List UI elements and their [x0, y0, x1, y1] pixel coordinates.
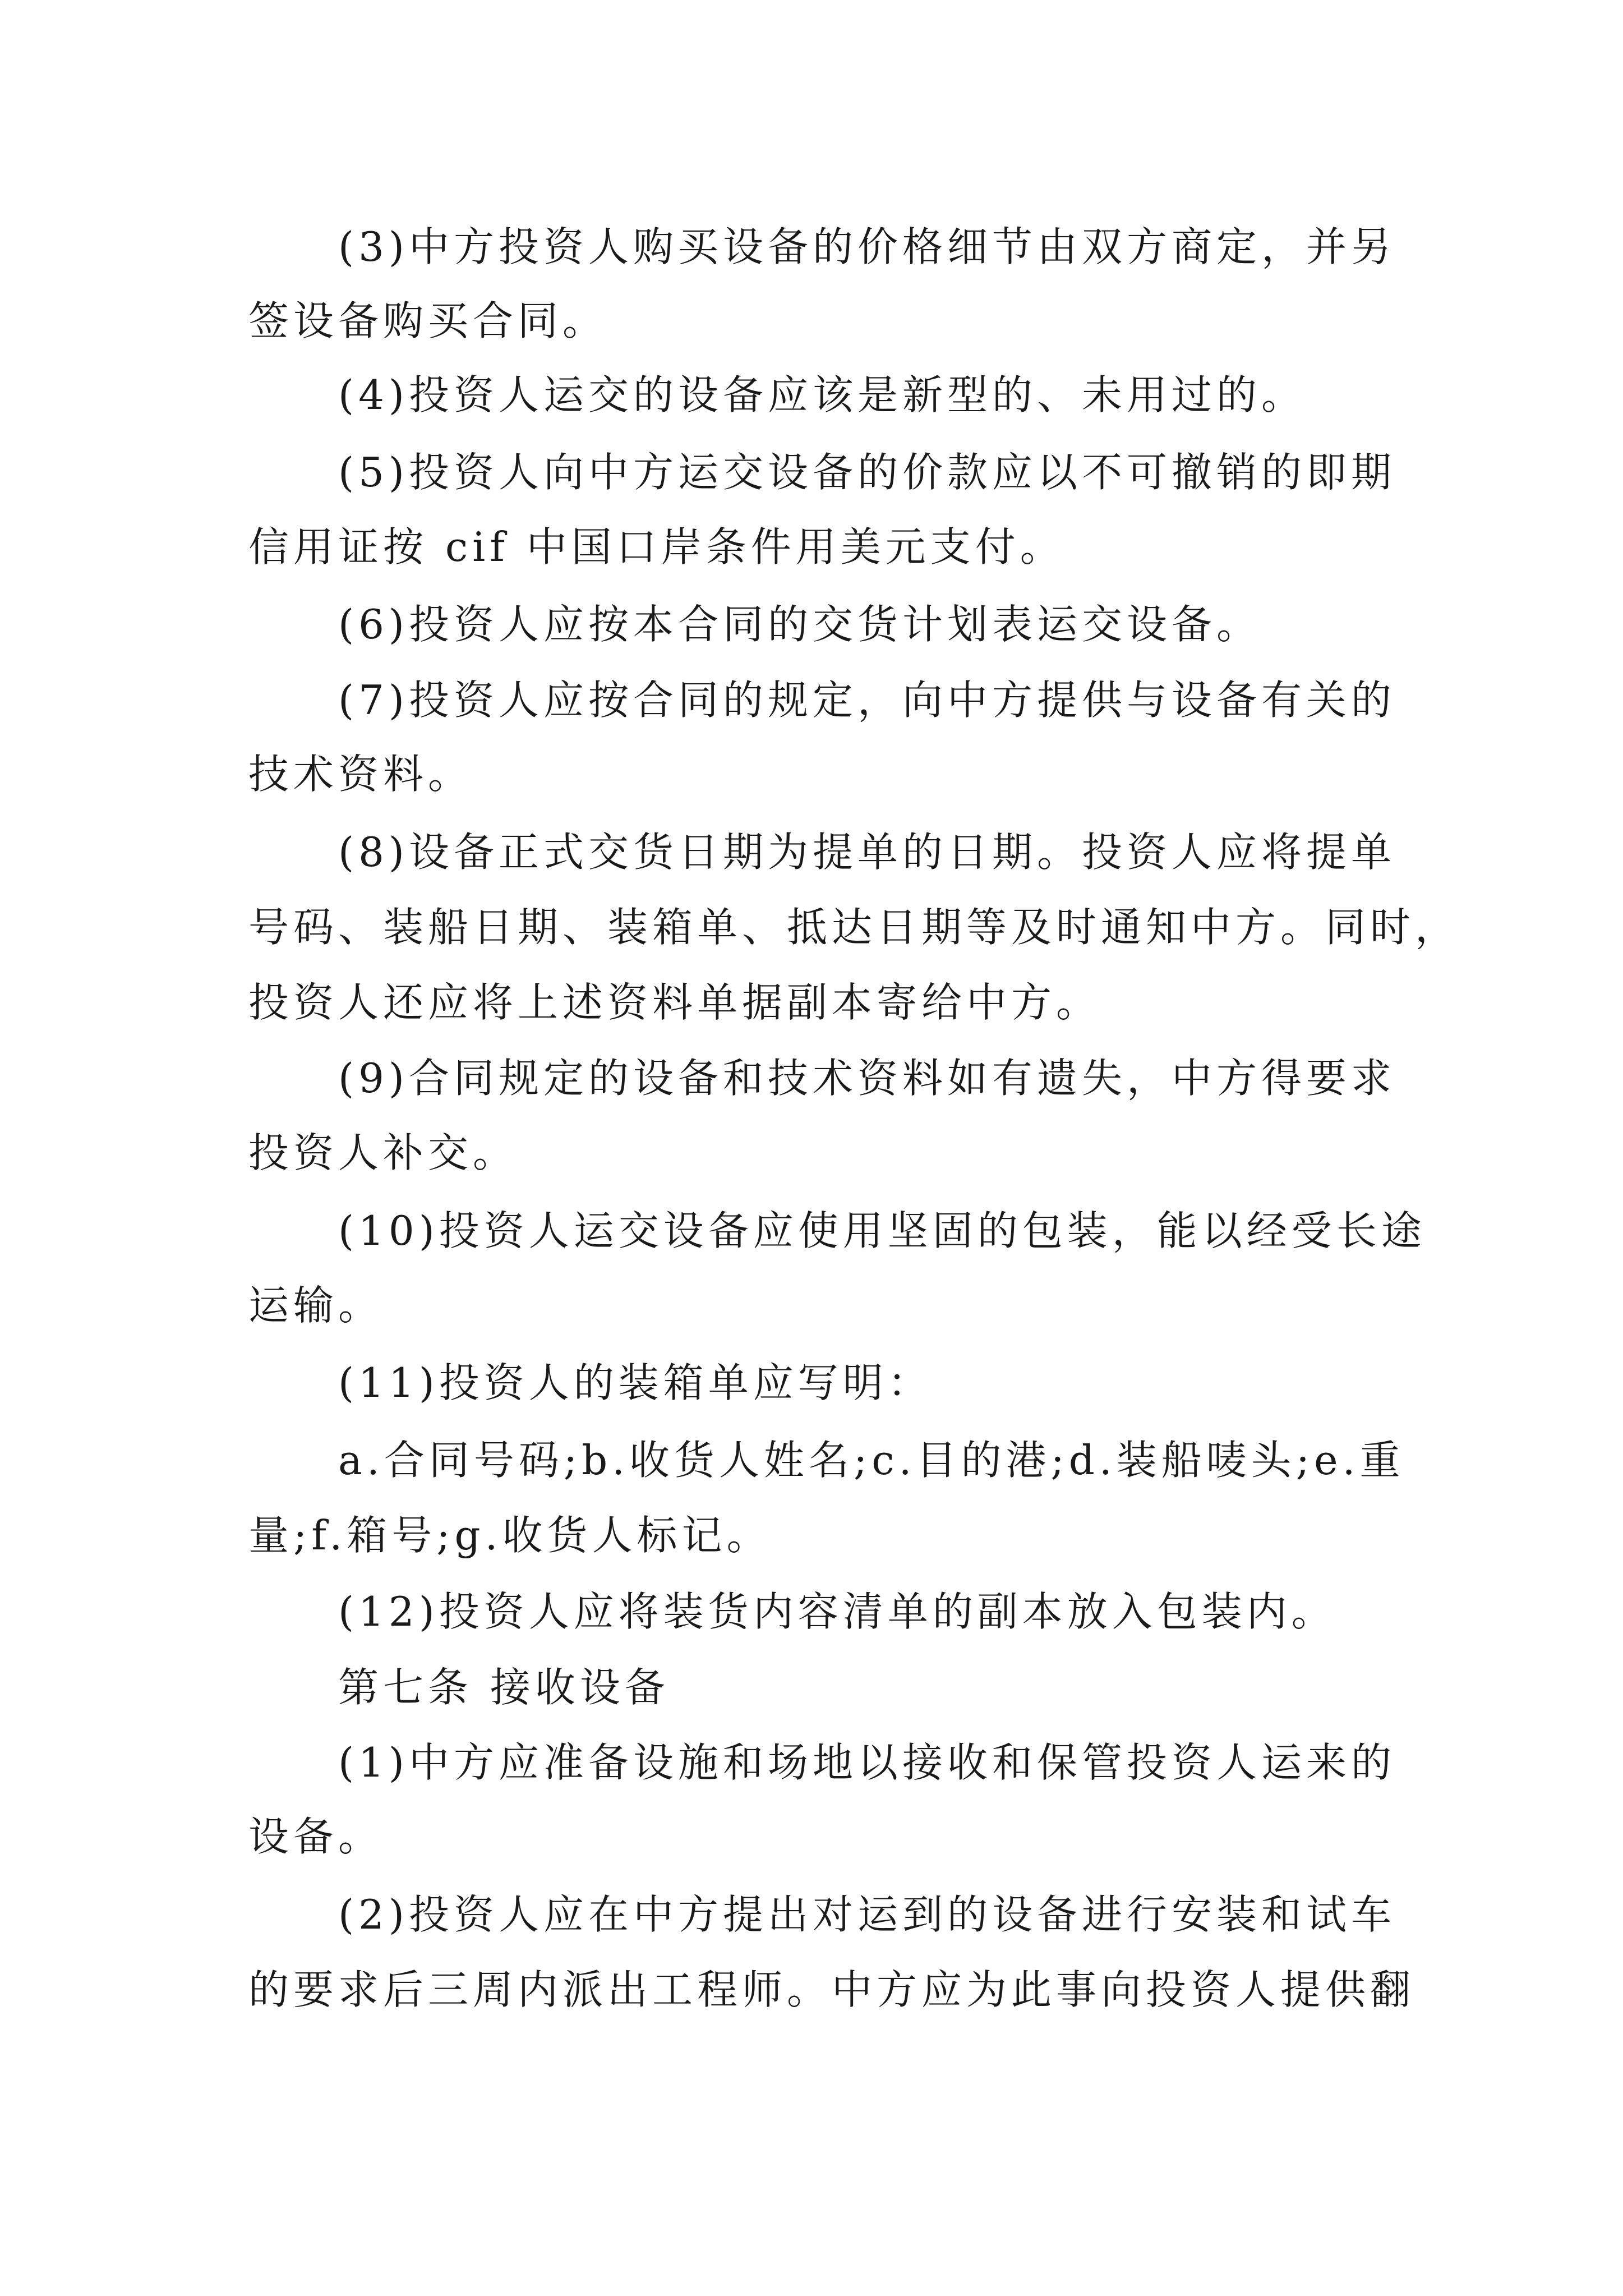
text-line: (12)投资人应将装货内容清单的副本放入包装内。: [338, 1588, 1336, 1635]
text-line: a.合同号码;b.收货人姓名;c.目的港;d.装船唛头;e.重: [338, 1437, 1405, 1484]
text-line: (5)投资人向中方运交设备的价款应以不可撤销的即期: [338, 449, 1396, 496]
text-line: (3)中方投资人购买设备的价格细节由双方商定，并另: [338, 223, 1396, 270]
text-line: (2)投资人应在中方提出对运到的设备进行安装和试车: [338, 1891, 1396, 1938]
text-line: (11)投资人的装箱单应写明：: [338, 1359, 933, 1406]
text-line: 设备。: [248, 1813, 384, 1860]
text-line: 量;f.箱号;g.收货人标记。: [248, 1512, 772, 1559]
text-line: 投资人还应将上述资料单据副本寄给中方。: [248, 979, 1101, 1026]
text-line: (6)投资人应按本合同的交货计划表运交设备。: [338, 601, 1261, 648]
text-line: (8)设备正式交货日期为提单的日期。投资人应将提单: [338, 829, 1396, 876]
text-line: 的要求后三周内派出工程师。中方应为此事向投资人提供翻: [248, 1966, 1415, 2013]
text-line: 技术资料。: [248, 751, 473, 798]
text-line: (9)合同规定的设备和技术资料如有遗失，中方得要求: [338, 1055, 1396, 1102]
text-line: 号码、装船日期、装箱单、抵达日期等及时通知中方。同时，: [248, 904, 1460, 951]
text-line: 签设备购买合同。: [248, 297, 608, 344]
text-line: 信用证按 cif 中国口岸条件用美元支付。: [248, 523, 1065, 570]
text-line: (10)投资人运交设备应使用坚固的包装，能以经受长途: [338, 1207, 1426, 1254]
section-heading: 第七条 接收设备: [338, 1664, 670, 1711]
text-line: (1)中方应准备设施和场地以接收和保管投资人运来的: [338, 1739, 1396, 1786]
text-line: (4)投资人运交的设备应该是新型的、未用过的。: [338, 371, 1306, 418]
text-line: 投资人补交。: [248, 1129, 518, 1176]
text-line: 运输。: [248, 1282, 384, 1329]
text-line: (7)投资人应按合同的规定，向中方提供与设备有关的: [338, 677, 1396, 724]
